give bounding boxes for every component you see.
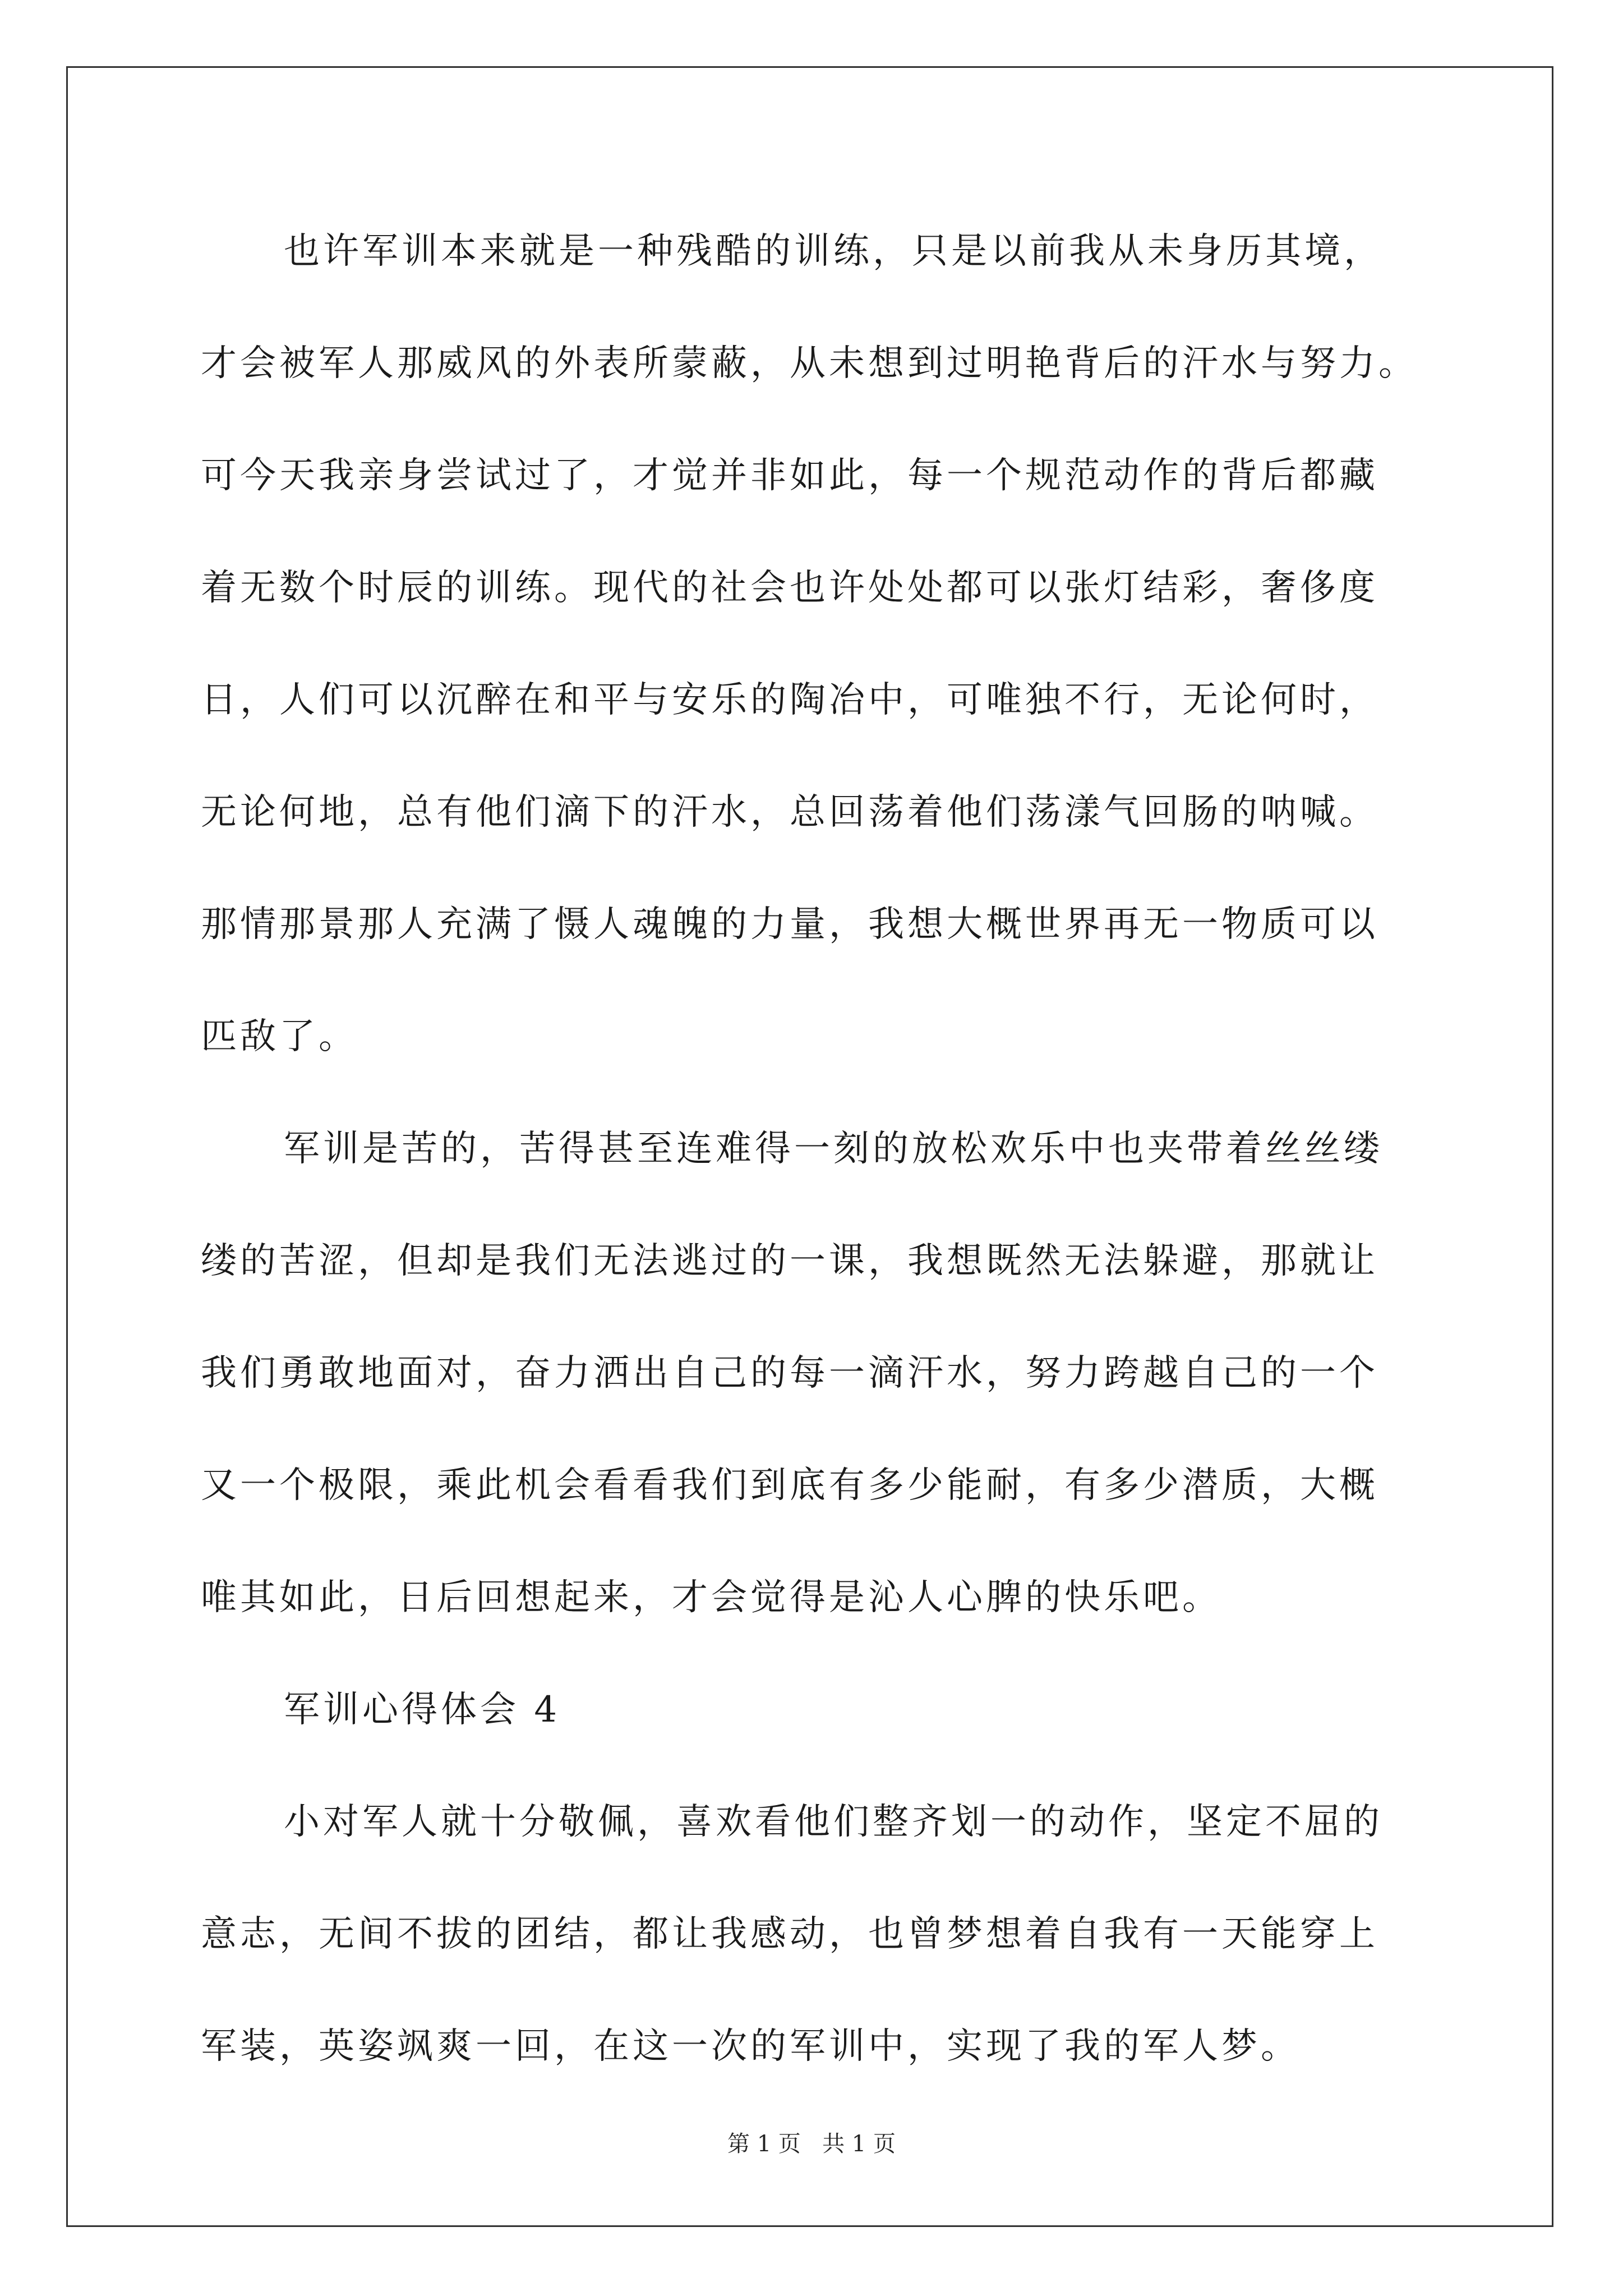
- paragraph-line: 也许军训本来就是一种残酷的训练，只是以前我从未身历其境，: [284, 231, 1383, 272]
- paragraph-line: 唯其如此，日后回想起来，才会觉得是沁人心脾的快乐吧。: [201, 1577, 1221, 1618]
- page-footer: 第 1 页 共 1 页: [727, 2131, 896, 2157]
- paragraph-line: 着无数个时辰的训练。现代的社会也许处处都可以张灯结彩，奢侈度: [201, 567, 1378, 609]
- paragraph-line: 军训是苦的，苦得甚至连难得一刻的放松欢乐中也夹带着丝丝缕: [284, 1128, 1383, 1170]
- paragraph-line: 意志，无间不拔的团结，都让我感动，也曾梦想着自我有一天能穿上: [201, 1913, 1378, 1955]
- paragraph-line: 我们勇敢地面对，奋力洒出自己的每一滴汗水，努力跨越自己的一个: [201, 1352, 1378, 1394]
- section-heading: 军训心得体会 4: [284, 1689, 561, 1731]
- paragraph-line: 才会被军人那威风的外表所蒙蔽，从未想到过明艳背后的汗水与努力。: [201, 343, 1418, 384]
- paragraph-line: 那情那景那人充满了慑人魂魄的力量，我想大概世界再无一物质可以: [201, 904, 1378, 945]
- paragraph-line: 军装，英姿飒爽一回，在这一次的军训中，实现了我的军人梦。: [201, 2026, 1300, 2067]
- paragraph-line: 缕的苦涩，但却是我们无法逃过的一课，我想既然无法躲避，那就让: [201, 1240, 1378, 1282]
- paragraph-line: 无论何地，总有他们滴下的汗水，总回荡着他们荡漾气回肠的呐喊。: [201, 792, 1378, 833]
- paragraph-line: 可今天我亲身尝试过了，才觉并非如此，每一个规范动作的背后都藏: [201, 455, 1378, 496]
- paragraph-line: 匹敌了。: [201, 1016, 358, 1057]
- paragraph-line: 小对军人就十分敬佩，喜欢看他们整齐划一的动作，坚定不屈的: [284, 1801, 1383, 1843]
- paragraph-line: 日，人们可以沉醉在和平与安乐的陶冶中，可唯独不行，无论何时，: [201, 679, 1378, 721]
- paragraph-line: 又一个极限，乘此机会看看我们到底有多少能耐，有多少潜质，大概: [201, 1465, 1378, 1506]
